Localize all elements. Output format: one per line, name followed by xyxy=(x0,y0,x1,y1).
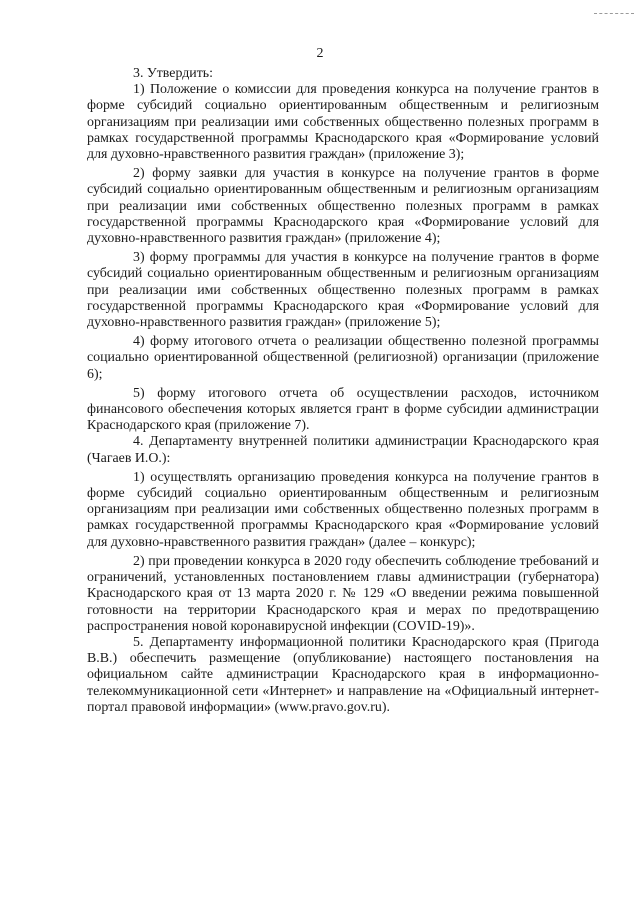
paragraph-department-information: 5. Департаменту информационной политики Краснодарского края (Пригода В.В.) обеспечить размещение (опубликование) настоящего постановления на официальном сайте администрации Краснодарского края в информационно-телекоммуникационной сети «Интернет» и направление на «Официальный интернет-портал правовой информации» (www.pravo.gov.ru). xyxy=(87,634,599,715)
paragraph-approve-item-2: 2) форму заявки для участия в конкурсе на получение грантов в форме субсидий социально ориентированным общественным и религиозным организациям при реализации ими собственных общественно полезных программ в рамках государственной программы Краснодарского края «Формирование условий для духовно-нравственного развития граждан» (приложение 4); xyxy=(87,166,599,247)
page-number: 2 xyxy=(316,46,324,61)
paragraph-approve-item-1: 1) Положение о комиссии для проведения конкурса на получение грантов в форме субсидий социально ориентированным общественным и религиозным организациям при реализации ими собственных общественно полезных программ в рамках государственной программы Краснодарского края «Формирование условий для духовно-нравственного развития граждан» (приложение 3); xyxy=(87,82,599,163)
paragraph-department-item-2: 2) при проведении конкурса в 2020 году обеспечить соблюдение требований и ограничений, установленных постановлением главы администрации (губернатора) Краснодарского края от 13 марта 2020 г. № 129 «О введении режима повышенной готовности на территории Краснодарского края и мерах по предотвращению распространения новой коронавирусной инфекции (COVID-19)». xyxy=(87,553,599,634)
paragraph-department-item-1: 1) осуществлять организацию проведения конкурса на получение грантов в форме субсидий социально ориентированным общественным и религиозным организациям при реализации ими собственных общественно полезных программ в рамках государственной программы Краснодарского края «Формирование условий для духовно-нравственного развития граждан» (далее – конкурс); xyxy=(87,469,599,550)
paragraph-department-internal: 4. Департаменту внутренней политики администрации Краснодарского края (Чагаев И.О.): xyxy=(87,434,599,466)
scan-mark xyxy=(594,13,634,16)
paragraph-approve-item-3: 3) форму программы для участия в конкурсе на получение грантов в форме субсидий социально ориентированным общественным и религиозным организациям при реализации ими собственных общественно полезных программ в рамках государственной программы Краснодарского края «Формирование условий для духовно-нравственного развития граждан» (приложение 5); xyxy=(87,250,599,331)
paragraph-approve-item-4: 4) форму итогового отчета о реализации общественно полезной программы социально ориентированной общественной (религиозной) организации (приложение 6); xyxy=(87,334,599,382)
paragraph-approve: 3. Утвердить: xyxy=(133,66,213,81)
paragraph-approve-item-5: 5) форму итогового отчета об осуществлении расходов, источником финансового обеспечения которых является грант в форме субсидии администрации Краснодарского края (приложение 7). xyxy=(87,385,599,434)
document-body xyxy=(87,66,599,716)
